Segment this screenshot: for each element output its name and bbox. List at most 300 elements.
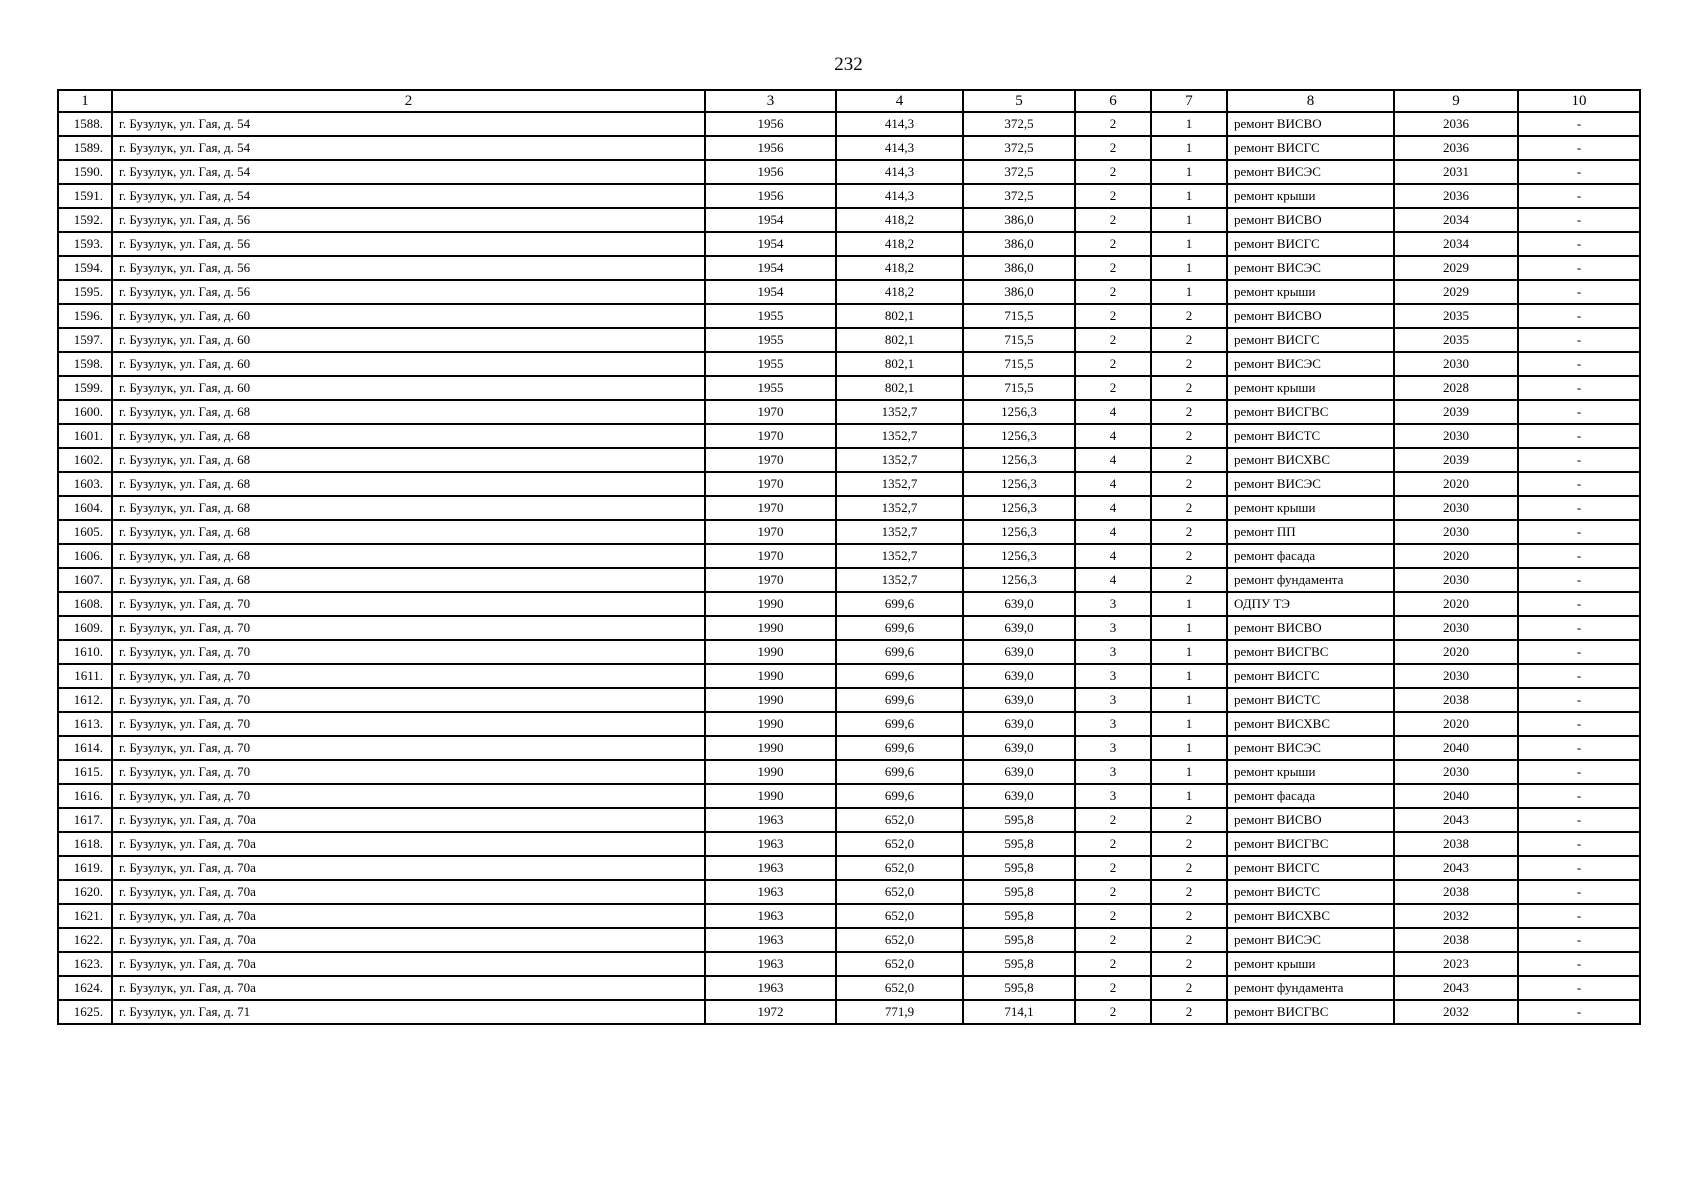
work-type-cell: ремонт ВИСВО xyxy=(1227,304,1394,328)
address-cell: г. Бузулук, ул. Гая, д. 60 xyxy=(112,352,705,376)
address-cell: г. Бузулук, ул. Гая, д. 60 xyxy=(112,376,705,400)
planned-year-cell: 2032 xyxy=(1394,1000,1518,1024)
floors-cell: 2 xyxy=(1075,328,1151,352)
entrances-cell: 1 xyxy=(1151,160,1227,184)
work-type-cell: ремонт ВИСЭС xyxy=(1227,472,1394,496)
planned-year-cell: 2034 xyxy=(1394,232,1518,256)
living-area-cell: 639,0 xyxy=(963,688,1075,712)
work-type-cell: ремонт ВИСЭС xyxy=(1227,736,1394,760)
planned-year-cell: 2040 xyxy=(1394,784,1518,808)
total-area-cell: 414,3 xyxy=(836,112,963,136)
col-10-cell: - xyxy=(1518,136,1640,160)
work-type-cell: ОДПУ ТЭ xyxy=(1227,592,1394,616)
total-area-cell: 1352,7 xyxy=(836,472,963,496)
total-area-cell: 699,6 xyxy=(836,688,963,712)
planned-year-cell: 2038 xyxy=(1394,688,1518,712)
row-number-cell: 1599. xyxy=(58,376,112,400)
floors-cell: 2 xyxy=(1075,208,1151,232)
work-type-cell: ремонт ВИСТС xyxy=(1227,688,1394,712)
row-number-cell: 1598. xyxy=(58,352,112,376)
year-cell: 1955 xyxy=(705,376,836,400)
table-row xyxy=(58,832,1640,856)
work-type-cell: ремонт крыши xyxy=(1227,184,1394,208)
col-10-cell: - xyxy=(1518,328,1640,352)
address-cell: г. Бузулук, ул. Гая, д. 70а xyxy=(112,928,705,952)
floors-cell: 2 xyxy=(1075,304,1151,328)
planned-year-cell: 2034 xyxy=(1394,208,1518,232)
work-type-cell: ремонт ВИСХВС xyxy=(1227,712,1394,736)
planned-year-cell: 2028 xyxy=(1394,376,1518,400)
table-row xyxy=(58,928,1640,952)
year-cell: 1970 xyxy=(705,472,836,496)
col-10-cell: - xyxy=(1518,592,1640,616)
living-area-cell: 1256,3 xyxy=(963,448,1075,472)
planned-year-cell: 2036 xyxy=(1394,184,1518,208)
work-type-cell: ремонт ВИСТС xyxy=(1227,424,1394,448)
floors-cell: 2 xyxy=(1075,904,1151,928)
table-row xyxy=(58,664,1640,688)
address-cell: г. Бузулук, ул. Гая, д. 54 xyxy=(112,112,705,136)
floors-cell: 4 xyxy=(1075,448,1151,472)
row-number-cell: 1590. xyxy=(58,160,112,184)
year-cell: 1955 xyxy=(705,304,836,328)
entrances-cell: 2 xyxy=(1151,928,1227,952)
living-area-cell: 639,0 xyxy=(963,592,1075,616)
entrances-cell: 2 xyxy=(1151,568,1227,592)
col-10-cell: - xyxy=(1518,112,1640,136)
entrances-cell: 1 xyxy=(1151,256,1227,280)
floors-cell: 2 xyxy=(1075,256,1151,280)
planned-year-cell: 2035 xyxy=(1394,304,1518,328)
total-area-cell: 1352,7 xyxy=(836,520,963,544)
address-cell: г. Бузулук, ул. Гая, д. 70 xyxy=(112,760,705,784)
entrances-cell: 2 xyxy=(1151,808,1227,832)
repair-schedule-table xyxy=(57,89,1641,1025)
year-cell: 1990 xyxy=(705,760,836,784)
living-area-cell: 639,0 xyxy=(963,712,1075,736)
col-10-cell: - xyxy=(1518,808,1640,832)
planned-year-cell: 2030 xyxy=(1394,568,1518,592)
living-area-cell: 1256,3 xyxy=(963,520,1075,544)
header-cell-col-6: 6 xyxy=(1075,90,1151,112)
work-type-cell: ремонт ВИСВО xyxy=(1227,616,1394,640)
table-row xyxy=(58,184,1640,208)
address-cell: г. Бузулук, ул. Гая, д. 56 xyxy=(112,208,705,232)
total-area-cell: 699,6 xyxy=(836,760,963,784)
living-area-cell: 1256,3 xyxy=(963,496,1075,520)
floors-cell: 2 xyxy=(1075,376,1151,400)
year-cell: 1990 xyxy=(705,592,836,616)
work-type-cell: ремонт ВИСГС xyxy=(1227,856,1394,880)
entrances-cell: 2 xyxy=(1151,376,1227,400)
entrances-cell: 2 xyxy=(1151,856,1227,880)
work-type-cell: ремонт ВИСГС xyxy=(1227,232,1394,256)
entrances-cell: 2 xyxy=(1151,976,1227,1000)
address-cell: г. Бузулук, ул. Гая, д. 70а xyxy=(112,952,705,976)
work-type-cell: ремонт ВИСГС xyxy=(1227,136,1394,160)
floors-cell: 3 xyxy=(1075,784,1151,808)
col-10-cell: - xyxy=(1518,304,1640,328)
floors-cell: 2 xyxy=(1075,232,1151,256)
planned-year-cell: 2036 xyxy=(1394,112,1518,136)
floors-cell: 2 xyxy=(1075,880,1151,904)
col-10-cell: - xyxy=(1518,640,1640,664)
entrances-cell: 2 xyxy=(1151,952,1227,976)
year-cell: 1990 xyxy=(705,640,836,664)
living-area-cell: 639,0 xyxy=(963,784,1075,808)
row-number-cell: 1597. xyxy=(58,328,112,352)
table-row xyxy=(58,376,1640,400)
planned-year-cell: 2023 xyxy=(1394,952,1518,976)
living-area-cell: 372,5 xyxy=(963,136,1075,160)
floors-cell: 2 xyxy=(1075,856,1151,880)
living-area-cell: 715,5 xyxy=(963,328,1075,352)
work-type-cell: ремонт ВИСЭС xyxy=(1227,352,1394,376)
header-cell-col-5: 5 xyxy=(963,90,1075,112)
living-area-cell: 595,8 xyxy=(963,976,1075,1000)
row-number-cell: 1621. xyxy=(58,904,112,928)
header-cell-col-10: 10 xyxy=(1518,90,1640,112)
entrances-cell: 2 xyxy=(1151,472,1227,496)
address-cell: г. Бузулук, ул. Гая, д. 70 xyxy=(112,688,705,712)
col-10-cell: - xyxy=(1518,544,1640,568)
row-number-cell: 1615. xyxy=(58,760,112,784)
address-cell: г. Бузулук, ул. Гая, д. 68 xyxy=(112,496,705,520)
address-cell: г. Бузулук, ул. Гая, д. 70а xyxy=(112,832,705,856)
col-10-cell: - xyxy=(1518,496,1640,520)
col-10-cell: - xyxy=(1518,400,1640,424)
address-cell: г. Бузулук, ул. Гая, д. 70 xyxy=(112,712,705,736)
work-type-cell: ремонт фундамента xyxy=(1227,976,1394,1000)
col-10-cell: - xyxy=(1518,232,1640,256)
table-row xyxy=(58,544,1640,568)
work-type-cell: ремонт фасада xyxy=(1227,544,1394,568)
living-area-cell: 595,8 xyxy=(963,928,1075,952)
entrances-cell: 2 xyxy=(1151,304,1227,328)
row-number-cell: 1625. xyxy=(58,1000,112,1024)
floors-cell: 2 xyxy=(1075,136,1151,160)
floors-cell: 3 xyxy=(1075,736,1151,760)
floors-cell: 4 xyxy=(1075,472,1151,496)
table-row xyxy=(58,520,1640,544)
work-type-cell: ремонт крыши xyxy=(1227,952,1394,976)
year-cell: 1970 xyxy=(705,448,836,472)
work-type-cell: ремонт ВИСЭС xyxy=(1227,256,1394,280)
table-row xyxy=(58,952,1640,976)
table-row xyxy=(58,208,1640,232)
planned-year-cell: 2020 xyxy=(1394,712,1518,736)
header-cell-col-9: 9 xyxy=(1394,90,1518,112)
table-row xyxy=(58,760,1640,784)
year-cell: 1990 xyxy=(705,616,836,640)
table-row xyxy=(58,976,1640,1000)
row-number-cell: 1604. xyxy=(58,496,112,520)
entrances-cell: 2 xyxy=(1151,544,1227,568)
planned-year-cell: 2030 xyxy=(1394,664,1518,688)
entrances-cell: 1 xyxy=(1151,592,1227,616)
col-10-cell: - xyxy=(1518,424,1640,448)
col-10-cell: - xyxy=(1518,976,1640,1000)
col-10-cell: - xyxy=(1518,520,1640,544)
entrances-cell: 2 xyxy=(1151,424,1227,448)
total-area-cell: 414,3 xyxy=(836,136,963,160)
floors-cell: 2 xyxy=(1075,160,1151,184)
table-row xyxy=(58,256,1640,280)
year-cell: 1963 xyxy=(705,808,836,832)
planned-year-cell: 2032 xyxy=(1394,904,1518,928)
floors-cell: 4 xyxy=(1075,544,1151,568)
row-number-cell: 1607. xyxy=(58,568,112,592)
address-cell: г. Бузулук, ул. Гая, д. 70 xyxy=(112,592,705,616)
total-area-cell: 1352,7 xyxy=(836,448,963,472)
table-row xyxy=(58,136,1640,160)
year-cell: 1972 xyxy=(705,1000,836,1024)
address-cell: г. Бузулук, ул. Гая, д. 54 xyxy=(112,160,705,184)
row-number-cell: 1592. xyxy=(58,208,112,232)
floors-cell: 3 xyxy=(1075,616,1151,640)
table-row xyxy=(58,808,1640,832)
header-cell-col-4: 4 xyxy=(836,90,963,112)
total-area-cell: 699,6 xyxy=(836,712,963,736)
total-area-cell: 414,3 xyxy=(836,160,963,184)
living-area-cell: 595,8 xyxy=(963,808,1075,832)
table-row xyxy=(58,328,1640,352)
address-cell: г. Бузулук, ул. Гая, д. 70 xyxy=(112,616,705,640)
entrances-cell: 2 xyxy=(1151,352,1227,376)
planned-year-cell: 2030 xyxy=(1394,496,1518,520)
col-10-cell: - xyxy=(1518,568,1640,592)
col-10-cell: - xyxy=(1518,784,1640,808)
entrances-cell: 1 xyxy=(1151,136,1227,160)
work-type-cell: ремонт ВИСГВС xyxy=(1227,832,1394,856)
entrances-cell: 1 xyxy=(1151,784,1227,808)
row-number-cell: 1600. xyxy=(58,400,112,424)
row-number-cell: 1614. xyxy=(58,736,112,760)
col-10-cell: - xyxy=(1518,760,1640,784)
total-area-cell: 771,9 xyxy=(836,1000,963,1024)
planned-year-cell: 2039 xyxy=(1394,448,1518,472)
total-area-cell: 802,1 xyxy=(836,376,963,400)
address-cell: г. Бузулук, ул. Гая, д. 70а xyxy=(112,856,705,880)
year-cell: 1963 xyxy=(705,904,836,928)
total-area-cell: 699,6 xyxy=(836,784,963,808)
row-number-cell: 1588. xyxy=(58,112,112,136)
floors-cell: 3 xyxy=(1075,760,1151,784)
header-cell-col-7: 7 xyxy=(1151,90,1227,112)
floors-cell: 3 xyxy=(1075,592,1151,616)
address-cell: г. Бузулук, ул. Гая, д. 54 xyxy=(112,184,705,208)
page-number: 232 xyxy=(834,54,863,75)
floors-cell: 3 xyxy=(1075,688,1151,712)
table-row xyxy=(58,304,1640,328)
entrances-cell: 2 xyxy=(1151,400,1227,424)
planned-year-cell: 2030 xyxy=(1394,424,1518,448)
planned-year-cell: 2029 xyxy=(1394,256,1518,280)
year-cell: 1955 xyxy=(705,352,836,376)
table-row xyxy=(58,880,1640,904)
address-cell: г. Бузулук, ул. Гая, д. 70 xyxy=(112,736,705,760)
work-type-cell: ремонт крыши xyxy=(1227,760,1394,784)
table-row xyxy=(58,232,1640,256)
row-number-cell: 1613. xyxy=(58,712,112,736)
address-cell: г. Бузулук, ул. Гая, д. 68 xyxy=(112,472,705,496)
row-number-cell: 1609. xyxy=(58,616,112,640)
address-cell: г. Бузулук, ул. Гая, д. 56 xyxy=(112,256,705,280)
planned-year-cell: 2035 xyxy=(1394,328,1518,352)
work-type-cell: ремонт ВИСГС xyxy=(1227,328,1394,352)
row-number-cell: 1616. xyxy=(58,784,112,808)
year-cell: 1970 xyxy=(705,544,836,568)
entrances-cell: 1 xyxy=(1151,208,1227,232)
living-area-cell: 595,8 xyxy=(963,904,1075,928)
total-area-cell: 414,3 xyxy=(836,184,963,208)
header-cell-col-2: 2 xyxy=(112,90,705,112)
col-10-cell: - xyxy=(1518,472,1640,496)
row-number-cell: 1594. xyxy=(58,256,112,280)
address-cell: г. Бузулук, ул. Гая, д. 70а xyxy=(112,904,705,928)
table-row xyxy=(58,160,1640,184)
work-type-cell: ремонт ВИСГВС xyxy=(1227,1000,1394,1024)
work-type-cell: ремонт ВИСХВС xyxy=(1227,448,1394,472)
work-type-cell: ремонт ВИСВО xyxy=(1227,208,1394,232)
address-cell: г. Бузулук, ул. Гая, д. 70а xyxy=(112,976,705,1000)
col-10-cell: - xyxy=(1518,904,1640,928)
row-number-cell: 1605. xyxy=(58,520,112,544)
floors-cell: 2 xyxy=(1075,928,1151,952)
table-row xyxy=(58,616,1640,640)
year-cell: 1990 xyxy=(705,712,836,736)
total-area-cell: 802,1 xyxy=(836,304,963,328)
col-10-cell: - xyxy=(1518,952,1640,976)
col-10-cell: - xyxy=(1518,616,1640,640)
planned-year-cell: 2043 xyxy=(1394,976,1518,1000)
col-10-cell: - xyxy=(1518,664,1640,688)
entrances-cell: 2 xyxy=(1151,328,1227,352)
year-cell: 1970 xyxy=(705,424,836,448)
row-number-cell: 1608. xyxy=(58,592,112,616)
floors-cell: 3 xyxy=(1075,664,1151,688)
floors-cell: 4 xyxy=(1075,496,1151,520)
row-number-cell: 1617. xyxy=(58,808,112,832)
address-cell: г. Бузулук, ул. Гая, д. 68 xyxy=(112,568,705,592)
year-cell: 1955 xyxy=(705,328,836,352)
year-cell: 1970 xyxy=(705,568,836,592)
year-cell: 1963 xyxy=(705,880,836,904)
year-cell: 1956 xyxy=(705,160,836,184)
entrances-cell: 2 xyxy=(1151,496,1227,520)
planned-year-cell: 2020 xyxy=(1394,640,1518,664)
floors-cell: 2 xyxy=(1075,1000,1151,1024)
living-area-cell: 372,5 xyxy=(963,112,1075,136)
table-row xyxy=(58,496,1640,520)
planned-year-cell: 2036 xyxy=(1394,136,1518,160)
living-area-cell: 386,0 xyxy=(963,208,1075,232)
table-row xyxy=(58,784,1640,808)
col-10-cell: - xyxy=(1518,376,1640,400)
year-cell: 1956 xyxy=(705,184,836,208)
row-number-cell: 1606. xyxy=(58,544,112,568)
living-area-cell: 1256,3 xyxy=(963,544,1075,568)
work-type-cell: ремонт ВИСЭС xyxy=(1227,928,1394,952)
address-cell: г. Бузулук, ул. Гая, д. 54 xyxy=(112,136,705,160)
table-row xyxy=(58,1000,1640,1024)
address-cell: г. Бузулук, ул. Гая, д. 60 xyxy=(112,328,705,352)
total-area-cell: 418,2 xyxy=(836,232,963,256)
header-cell-col-3: 3 xyxy=(705,90,836,112)
work-type-cell: ремонт крыши xyxy=(1227,496,1394,520)
living-area-cell: 1256,3 xyxy=(963,424,1075,448)
col-10-cell: - xyxy=(1518,880,1640,904)
row-number-cell: 1622. xyxy=(58,928,112,952)
floors-cell: 2 xyxy=(1075,832,1151,856)
living-area-cell: 595,8 xyxy=(963,952,1075,976)
table-row xyxy=(58,640,1640,664)
row-number-cell: 1596. xyxy=(58,304,112,328)
living-area-cell: 715,5 xyxy=(963,304,1075,328)
living-area-cell: 639,0 xyxy=(963,640,1075,664)
year-cell: 1956 xyxy=(705,112,836,136)
floors-cell: 4 xyxy=(1075,400,1151,424)
planned-year-cell: 2030 xyxy=(1394,520,1518,544)
living-area-cell: 1256,3 xyxy=(963,472,1075,496)
col-10-cell: - xyxy=(1518,352,1640,376)
floors-cell: 4 xyxy=(1075,520,1151,544)
year-cell: 1954 xyxy=(705,232,836,256)
floors-cell: 3 xyxy=(1075,712,1151,736)
address-cell: г. Бузулук, ул. Гая, д. 70 xyxy=(112,640,705,664)
living-area-cell: 595,8 xyxy=(963,880,1075,904)
total-area-cell: 418,2 xyxy=(836,280,963,304)
work-type-cell: ремонт крыши xyxy=(1227,376,1394,400)
planned-year-cell: 2039 xyxy=(1394,400,1518,424)
total-area-cell: 1352,7 xyxy=(836,400,963,424)
header-cell-col-8: 8 xyxy=(1227,90,1394,112)
floors-cell: 2 xyxy=(1075,952,1151,976)
year-cell: 1954 xyxy=(705,208,836,232)
entrances-cell: 1 xyxy=(1151,736,1227,760)
year-cell: 1970 xyxy=(705,496,836,520)
address-cell: г. Бузулук, ул. Гая, д. 60 xyxy=(112,304,705,328)
col-10-cell: - xyxy=(1518,160,1640,184)
planned-year-cell: 2029 xyxy=(1394,280,1518,304)
total-area-cell: 699,6 xyxy=(836,664,963,688)
table-body xyxy=(58,90,1640,1024)
entrances-cell: 1 xyxy=(1151,688,1227,712)
work-type-cell: ремонт ВИСВО xyxy=(1227,808,1394,832)
col-10-cell: - xyxy=(1518,280,1640,304)
year-cell: 1990 xyxy=(705,736,836,760)
table-row xyxy=(58,352,1640,376)
table-row xyxy=(58,448,1640,472)
row-number-cell: 1589. xyxy=(58,136,112,160)
floors-cell: 4 xyxy=(1075,568,1151,592)
row-number-cell: 1591. xyxy=(58,184,112,208)
living-area-cell: 386,0 xyxy=(963,280,1075,304)
address-cell: г. Бузулук, ул. Гая, д. 56 xyxy=(112,280,705,304)
year-cell: 1956 xyxy=(705,136,836,160)
total-area-cell: 1352,7 xyxy=(836,424,963,448)
entrances-cell: 2 xyxy=(1151,1000,1227,1024)
col-10-cell: - xyxy=(1518,688,1640,712)
total-area-cell: 699,6 xyxy=(836,736,963,760)
year-cell: 1963 xyxy=(705,952,836,976)
year-cell: 1963 xyxy=(705,832,836,856)
col-10-cell: - xyxy=(1518,1000,1640,1024)
living-area-cell: 639,0 xyxy=(963,664,1075,688)
entrances-cell: 1 xyxy=(1151,184,1227,208)
total-area-cell: 652,0 xyxy=(836,856,963,880)
year-cell: 1990 xyxy=(705,664,836,688)
